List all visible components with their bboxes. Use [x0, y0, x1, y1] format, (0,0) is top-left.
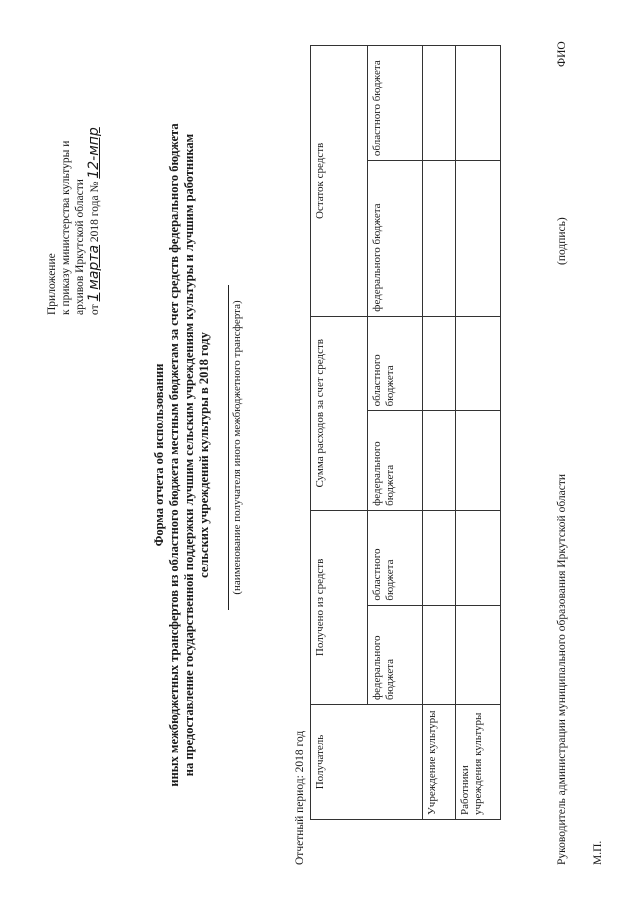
table-cell [423, 411, 456, 510]
table-cell [456, 605, 501, 704]
sub-spent-federal: федерального бюджета [368, 411, 423, 510]
stamp-placeholder: М.П. [592, 840, 604, 865]
row-label: Учреждение культуры [423, 704, 456, 819]
sub-received-regional: областного бюджета [368, 510, 423, 605]
header-recipient: Получатель [311, 704, 423, 819]
table-cell [456, 46, 501, 161]
table-cell [423, 605, 456, 704]
sub-balance-federal: федерального бюджета [368, 161, 423, 317]
table-row [456, 46, 501, 820]
table-cell [456, 161, 501, 317]
date-day: 1 [86, 292, 102, 302]
fio-caption: ФИО [556, 41, 568, 67]
appendix-date-line [87, 15, 102, 315]
table-cell [423, 161, 456, 317]
sub-spent-regional: областного бюджета [368, 316, 423, 411]
title-line-1: Форма отчета об использовании [152, 363, 166, 547]
reporting-period: Отчетный период: 2018 год [294, 730, 306, 865]
table-row [423, 46, 456, 820]
header-spent: Сумма расходов за счет средств [311, 316, 368, 510]
date-prefix: от [89, 304, 101, 315]
sub-balance-regional: областного бюджета [368, 46, 423, 161]
header-balance: Остаток средств [311, 46, 368, 317]
table-subheader-row [368, 46, 423, 820]
header-received: Получено из средств [311, 510, 368, 704]
table-cell [456, 510, 501, 605]
appendix-label: Приложение [46, 253, 58, 315]
row-label: Работники учреждения культуры [456, 704, 501, 819]
sub-received-federal: федерального бюджета [368, 605, 423, 704]
table-header-row [311, 46, 368, 820]
date-month: марта [86, 244, 102, 290]
signer-title: Руководитель администрации муниципального образования Иркутской области [556, 473, 568, 865]
signature-caption: (подпись) [556, 217, 568, 265]
appendix-order-ref: к приказу министерства культуры и [60, 140, 72, 315]
title-line-3: на предоставление государственной поддержки лучшим сельским учреждениям культуры и лучшим работникам [182, 133, 196, 777]
date-year: 2018 года № [89, 181, 101, 243]
table-cell [456, 411, 501, 510]
appendix-block [45, 15, 102, 315]
table-cell [423, 46, 456, 161]
recipient-underline [228, 285, 229, 610]
appendix-ministry: архивов Иркутской области [74, 179, 86, 315]
report-table [310, 45, 501, 820]
recipient-caption: (наименование получателя иного межбюджетного трансферта) [231, 300, 243, 595]
table-cell [423, 510, 456, 605]
table-cell [456, 316, 501, 411]
title-line-2: иных межбюджетных трансфертов из областного бюджета местным бюджетам за счет средств федерального бюджета [167, 123, 181, 787]
order-number: 12-мпр [86, 127, 102, 179]
form-title [152, 45, 212, 865]
title-line-4: сельских учреждений культуры в 2018 году [197, 332, 211, 578]
table-cell [423, 316, 456, 411]
